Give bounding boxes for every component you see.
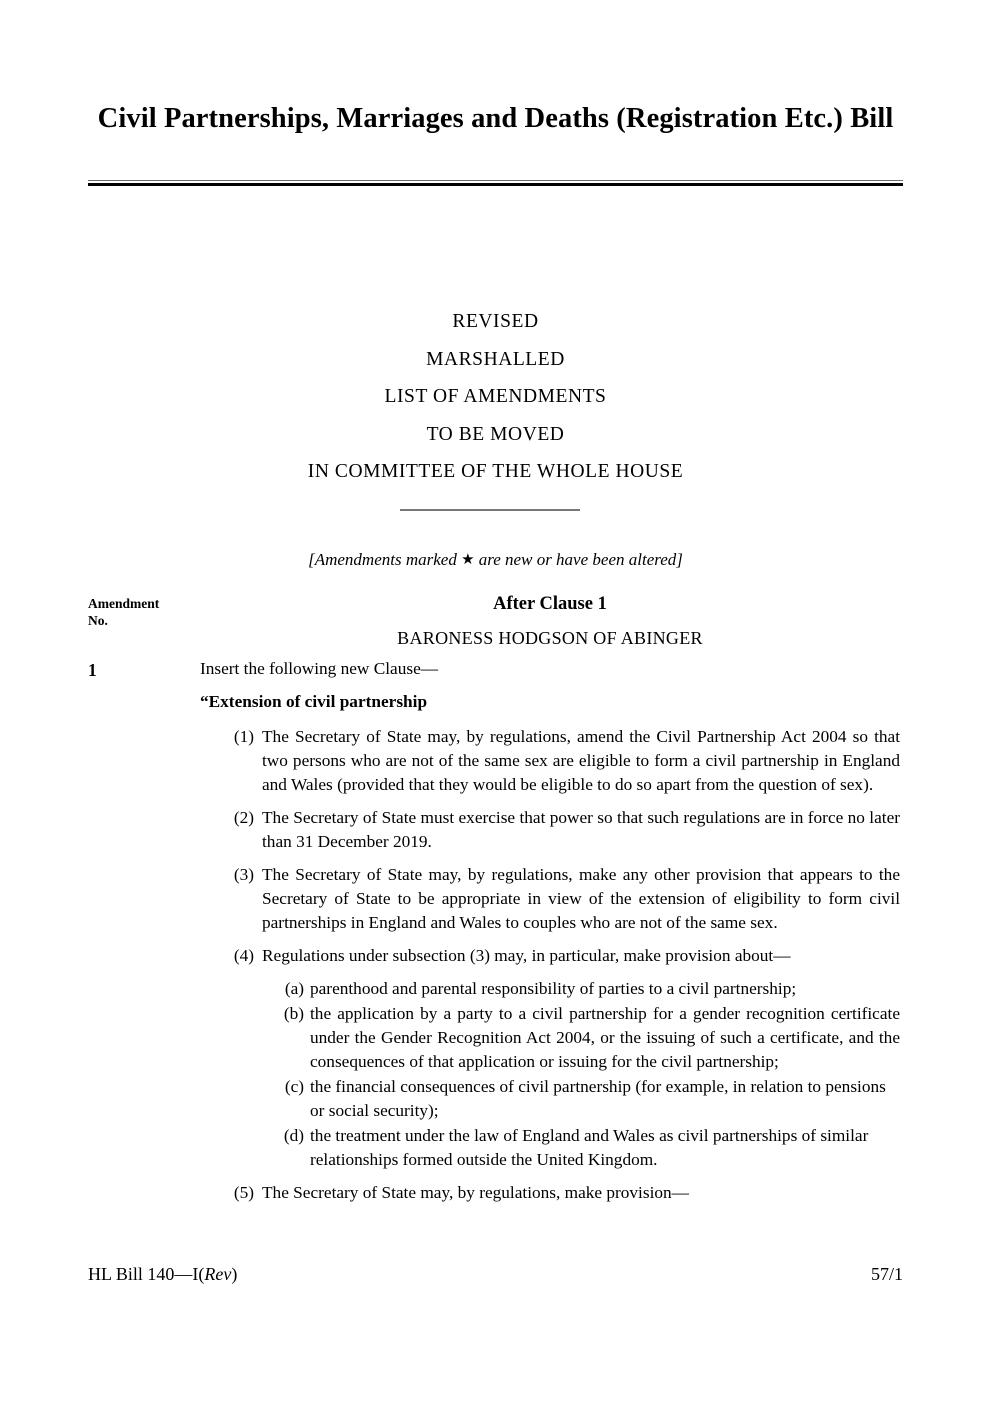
star-note-close: are new or have been altered] (478, 550, 683, 569)
new-clause-title: “Extension of civil partnership (200, 692, 428, 711)
subsection-4-number: (4) (233, 946, 254, 965)
star-icon: ★ (461, 552, 475, 568)
star-note-open: [Amendments marked (308, 550, 457, 569)
clause-heading: After Clause 1 (493, 594, 607, 614)
mover-name: BARONESS HODGSON OF ABINGER (397, 628, 703, 648)
paragraph-4b-text: the application by a party to a civil partnership for a gender recognition certificate under the Gender Recognition Act 2004, or the issuing of such a certificate, and the consequences of that application or issuing for the civil partnership; (310, 1004, 900, 1071)
subsection-3 (200, 863, 900, 935)
heading-line-list-of-amendments: LIST OF AMENDMENTS (384, 386, 607, 407)
paragraph-4c-text: the financial consequences of civil partnership (for example, in relation to pensions or social security); (310, 1077, 886, 1120)
heading-line-to-be-moved: TO BE MOVED (426, 423, 565, 445)
subsection-2-text: The Secretary of State must exercise that power so that such regulations are in force no later than 31 December 2019. (262, 808, 900, 851)
page-title: Civil Partnerships, Marriages and Deaths (Registration Etc.) Bill (97, 103, 894, 134)
bill-reference-suffix: ) (231, 1264, 238, 1284)
subsection-1 (200, 725, 900, 797)
amendment-no-column-header (88, 595, 208, 629)
title-block (88, 100, 903, 138)
page-footer (88, 1262, 903, 1286)
paragraph-4a-text: parenthood and parental responsibility of parties to a civil partnership; (310, 979, 797, 998)
amendment-no-header-line2: No. (88, 613, 108, 628)
heading-line-in-committee: IN COMMITTEE OF THE WHOLE HOUSE (307, 461, 684, 482)
subsection-1-number: (1) (233, 727, 254, 746)
paragraph-4d-number: (d) (283, 1126, 304, 1145)
paragraph-4c (200, 1075, 900, 1123)
paragraph-4a-number: (a) (284, 979, 304, 998)
subsection-5-text: The Secretary of State may, by regulations, make provision— (262, 1183, 689, 1202)
heading-line-revised: REVISED (452, 311, 539, 332)
paragraph-4a (200, 977, 900, 1001)
title-double-rule (88, 180, 903, 187)
subsection-3-text: The Secretary of State may, by regulations, make any other provision that appears to the Secretary of State to be appropriate in view of the extension of eligibility to form civil partnerships in England and Wales to couples who are not of the same sex. (262, 865, 900, 932)
amendment-lead-line: Insert the following new Clause— (200, 659, 439, 678)
subsection-2-number: (2) (233, 808, 254, 827)
paragraph-4d (200, 1124, 900, 1172)
heading-lines (88, 303, 903, 491)
paragraph-4d-text: the treatment under the law of England and Wales as civil partnerships of similar relationships formed outside the United Kingdom. (310, 1126, 869, 1169)
amendment-body (200, 657, 900, 1214)
paragraph-4c-number: (c) (284, 1077, 304, 1096)
bill-reference-rev: Rev (204, 1264, 232, 1284)
subsection-4-text: Regulations under subsection (3) may, in particular, make provision about— (262, 946, 791, 965)
star-note (88, 548, 903, 572)
rule-thick (88, 183, 903, 186)
subsection-2 (200, 806, 900, 854)
separator-rule (400, 509, 580, 511)
paragraph-4b (200, 1002, 900, 1074)
subsection-1-text: The Secretary of State may, by regulations, amend the Civil Partnership Act 2004 so that two persons who are not of the same sex are eligible to form a civil partnership in England and Wales (provided that they would be eligible to do so apart from the question of sex). (262, 727, 900, 794)
subsection-5 (200, 1181, 900, 1205)
bill-reference-prefix: HL Bill 140—I( (88, 1264, 205, 1284)
paragraph-4b-number: (b) (283, 1004, 304, 1023)
amendment-number: 1 (88, 660, 97, 680)
bill-reference (88, 1262, 237, 1286)
heading-line-marshalled: MARSHALLED (426, 348, 565, 370)
page-number: 57/1 (870, 1264, 903, 1284)
subsection-5-number: (5) (233, 1183, 254, 1202)
amendment-no-header-line1: Amendment (88, 596, 160, 611)
subsection-4 (200, 944, 900, 968)
subsection-3-number: (3) (233, 865, 254, 884)
